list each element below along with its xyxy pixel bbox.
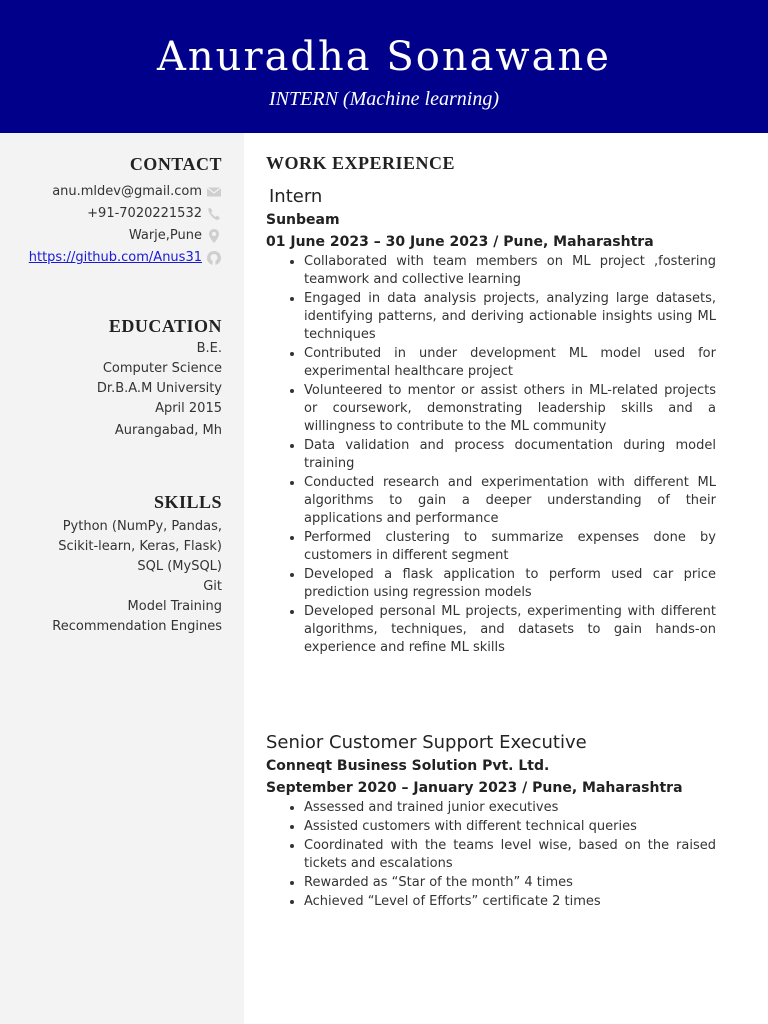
job-company: Conneqt Business Solution Pvt. Ltd.: [266, 758, 550, 774]
mail-icon: [206, 184, 222, 200]
job-bullet: • Developed personal ML projects, experimenting with different algorithms, techniques, and datasets to gain hands-on experience and refine ML skills: [304, 603, 716, 657]
contact-email-row: [0, 181, 222, 203]
job-title: Senior Customer Support Executive: [266, 732, 587, 753]
skill-item: Model Training: [127, 599, 222, 614]
job-bullet: • Performed clustering to summarize expenses done by customers in different segment: [304, 529, 716, 565]
education-heading: EDUCATION: [108, 316, 222, 336]
resume-header: [0, 0, 768, 133]
github-icon: [206, 250, 222, 266]
skill-item: Scikit-learn, Keras, Flask): [58, 539, 222, 554]
job-bullet: • Assessed and trained junior executives: [304, 799, 716, 817]
contact-heading: CONTACT: [129, 154, 222, 174]
job-date-location: September 2020 – January 2023 / Pune, Maharashtra: [266, 780, 683, 796]
job-bullet: • Data validation and process documentation during model training: [304, 437, 716, 473]
job-bullets: [266, 799, 716, 911]
education-location: Aurangabad, Mh: [114, 423, 222, 438]
education-university: Dr.B.A.M University: [96, 381, 222, 396]
job-bullet: • Coordinated with the teams level wise, based on the raised tickets and escalations: [304, 837, 716, 873]
job-bullet: • Achieved “Level of Efforts” certificate 2 times: [304, 893, 716, 911]
education-degree: B.E.: [196, 341, 222, 356]
job-bullet: • Conducted research and experimentation with different ML algorithms to gain a deeper understanding of their applications and performance: [304, 474, 716, 528]
github-link[interactable]: https://github.com/Anus31: [28, 250, 202, 265]
education-date: April 2015: [155, 401, 222, 416]
contact-github-row: [0, 247, 222, 269]
job-bullet: • Volunteered to mentor or assist others in ML-related projects or coursework, demonstrating leadership skills and a willingness to contribute to the ML community: [304, 382, 716, 436]
work-experience-heading: WORK EXPERIENCE: [266, 153, 456, 173]
contact-section: [0, 153, 222, 269]
job-company: Sunbeam: [266, 212, 340, 228]
job-bullet: • Contributed in under development ML model used for experimental healthcare project: [304, 345, 716, 381]
job-bullet: • Developed a flask application to perform used car price prediction using regression models: [304, 566, 716, 602]
contact-location-row: [0, 225, 222, 247]
job-title: Intern: [269, 186, 323, 207]
contact-email[interactable]: anu.mldev@gmail.com: [52, 184, 202, 199]
contact-location: Warje,Pune: [128, 228, 202, 243]
skills-section: [0, 491, 222, 637]
education-major: Computer Science: [102, 361, 222, 376]
skill-item: Git: [203, 579, 222, 594]
skills-heading: SKILLS: [153, 492, 222, 512]
job-bullet: • Engaged in data analysis projects, analyzing large datasets, identifying patterns, and deriving actionable insights using ML techniques: [304, 290, 716, 344]
location-pin-icon: [206, 228, 222, 244]
skill-item: Python (NumPy, Pandas,: [62, 519, 222, 534]
education-section: [0, 315, 222, 441]
job-bullets: [266, 253, 716, 657]
sidebar: [0, 133, 244, 1024]
candidate-role: INTERN (Machine learning): [269, 88, 499, 110]
job-date-location: 01 June 2023 – 30 June 2023 / Pune, Maharashtra: [266, 234, 654, 250]
skill-item: SQL (MySQL): [137, 559, 222, 574]
phone-icon: [206, 206, 222, 222]
job-bullet: • Rewarded as “Star of the month” 4 times: [304, 874, 716, 892]
contact-phone-row: [0, 203, 222, 225]
candidate-name: Anuradha Sonawane: [157, 34, 611, 80]
job-bullet: • Collaborated with team members on ML project ,fostering teamwork and collective learning: [304, 253, 716, 289]
job-bullet: • Assisted customers with different technical queries: [304, 818, 716, 836]
contact-phone: +91-7020221532: [87, 206, 202, 221]
job-entry-intern: [266, 185, 716, 658]
job-entry-senior-support: [266, 731, 716, 912]
skill-item: Recommendation Engines: [52, 619, 222, 634]
